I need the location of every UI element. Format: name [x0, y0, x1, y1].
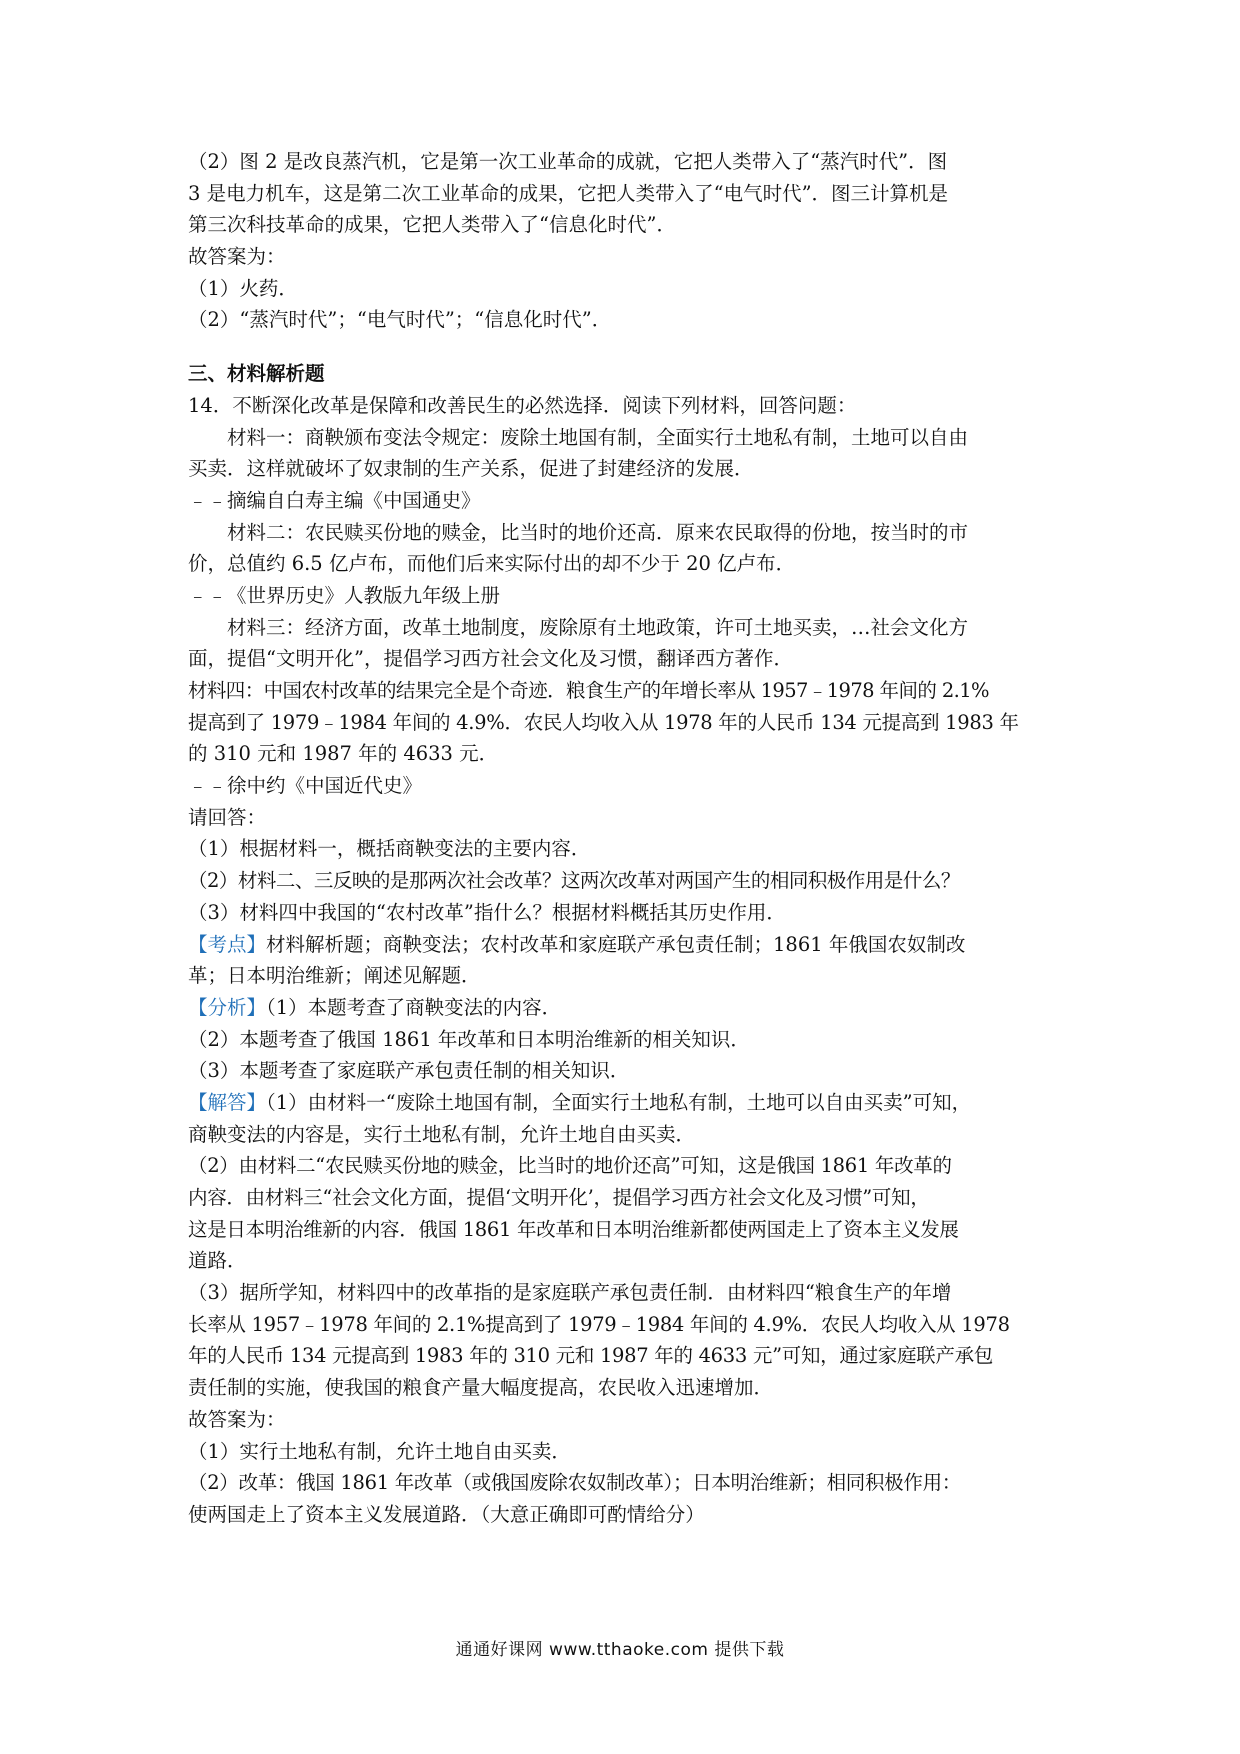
jieda-line: 道路．: [188, 1249, 247, 1273]
material-two-source: ﹣﹣《世界历史》人教版九年级上册: [188, 583, 501, 607]
document-body: [188, 146, 1068, 1531]
material-three-line: 面，提倡“文明开化”，提倡学习西方社会文化及习惯，翻译西方著作．: [188, 647, 793, 671]
kaodian-line: 革；日本明治维新；阐述见解题．: [188, 964, 481, 988]
sub-question-1: （1）根据材料一，概括商鞅变法的主要内容．: [188, 837, 591, 861]
jieda-tag: 【解答】: [188, 1090, 267, 1114]
jieda-line: 责任制的实施，使我国的粮食产量大幅度提高，农民收入迅速增加．: [188, 1376, 774, 1400]
prev-answer-line: 3 是电力机车，这是第二次工业革命的成果，它把人类带入了“电气时代”．图三计算机是: [188, 181, 949, 205]
page-footer: 通通好课网 www.tthaoke.com 提供下载: [455, 1640, 785, 1660]
answer-line: （2）改革：俄国 1861 年改革（或俄国废除农奴制改革）；日本明治维新；相同积极作用：: [188, 1471, 961, 1495]
material-one-line: 材料一：商鞅颁布变法令规定：废除土地国有制，全面实行土地私有制，土地可以自由: [227, 425, 969, 449]
material-four-source: ﹣﹣徐中约《中国近代史》: [188, 774, 423, 798]
material-one-source: ﹣﹣摘编自白寿主编《中国通史》: [188, 488, 481, 512]
section-gap: [188, 336, 1068, 358]
question-stem: 14．不断深化改革是保障和改善民生的必然选择．阅读下列材料，回答问题：: [188, 393, 857, 417]
material-two-line: 价，总值约 6.5 亿卢布，而他们后来实际付出的却不少于 20 亿卢布．: [188, 552, 796, 576]
prev-answer-line: （2）“蒸汽时代”；“电气时代”；“信息化时代”．: [188, 308, 612, 332]
fenxi-line: （2）本题考查了俄国 1861 年改革和日本明治维新的相关知识．: [188, 1027, 750, 1051]
fenxi-text: （1）本题考查了商鞅变法的内容．: [266, 995, 562, 1019]
material-four-line: 提高到了 1979﹣1984 年间的 4.9%．农民人均收入从 1978 年的人民币 134 元提高到 1983 年: [188, 710, 1019, 734]
prev-answer-line: （2）图 2 是改良蒸汽机，它是第一次工业革命的成就，它把人类带入了“蒸汽时代”．图: [188, 150, 948, 173]
jieda-line: 内容．由材料三“社会文化方面，提倡‘文明开化’，提倡学习西方社会文化及习惯”可知，: [188, 1186, 930, 1209]
jieda-line: 商鞅变法的内容是，实行土地私有制，允许土地自由买卖．: [188, 1122, 696, 1146]
jieda-text: （1）由材料一“废除土地国有制，全面实行土地私有制，土地可以自由买卖”可知，: [266, 1090, 972, 1114]
ask-label: 请回答：: [188, 805, 267, 829]
answer-line: （1）实行土地私有制，允许土地自由买卖．: [188, 1439, 571, 1463]
material-two-line: 材料二：农民赎买份地的赎金，比当时的地价还高．原来农民取得的份地，按当时的市: [227, 520, 969, 544]
jieda-line: 这是日本明治维新的内容．俄国 1861 年改革和日本明治维新都使两国走上了资本主义发展: [188, 1217, 959, 1241]
jieda-line: （3）据所学知，材料四中的改革指的是家庭联产承包责任制．由材料四“粮食生产的年增: [188, 1281, 952, 1305]
answer-label: 故答案为：: [188, 1407, 286, 1431]
material-three-line: 材料三：经济方面，改革土地制度，废除原有土地政策，许可土地买卖，…社会文化方: [227, 615, 969, 639]
jieda-line: （2）由材料二“农民赎买份地的赎金，比当时的地价还高”可知，这是俄国 1861 年改革的: [188, 1154, 952, 1178]
sub-question-3: （3）材料四中我国的“农村改革”指什么？根据材料概括其历史作用．: [188, 900, 786, 924]
prev-answer-line: 故答案为：: [188, 245, 286, 269]
kaodian-text: 材料解析题；商鞅变法；农村改革和家庭联产承包责任制；1861 年俄国农奴制改: [266, 932, 966, 956]
material-one-line: 买卖．这样就破坏了奴隶制的生产关系，促进了封建经济的发展．: [188, 457, 754, 481]
material-four-line: 材料四：中国农村改革的结果完全是个奇迹．粮食生产的年增长率从 1957﹣1978 年间的 2.1%: [188, 679, 989, 702]
material-four-line: 的 310 元和 1987 年的 4633 元．: [188, 742, 499, 766]
sub-question-2: （2）材料二、三反映的是那两次社会改革？这两次改革对两国产生的相同积极作用是什么？: [188, 869, 960, 893]
jieda-line: 长率从 1957﹣1978 年间的 2.1%提高到了 1979﹣1984 年间的 4.9%．农民人均收入从 1978: [188, 1312, 1010, 1336]
section-title: 三、材料解析题: [188, 362, 325, 386]
kaodian-tag: 【考点】: [188, 932, 267, 956]
fenxi-line: （3）本题考查了家庭联产承包责任制的相关知识．: [188, 1059, 630, 1083]
fenxi-tag: 【分析】: [188, 995, 267, 1019]
prev-answer-line: 第三次科技革命的成果，它把人类带入了“信息化时代”．: [188, 213, 676, 237]
kaodian-line: [188, 929, 1068, 961]
jieda-line: 年的人民币 134 元提高到 1983 年的 310 元和 1987 年的 4633 元”可知，通过家庭联产承包: [188, 1344, 993, 1368]
answer-line: 使两国走上了资本主义发展道路．（大意正确即可酌情给分）: [188, 1502, 705, 1526]
prev-answer-line: （1）火药．: [188, 276, 298, 300]
fenxi-line: [188, 992, 1068, 1024]
jieda-line: [188, 1087, 1068, 1119]
